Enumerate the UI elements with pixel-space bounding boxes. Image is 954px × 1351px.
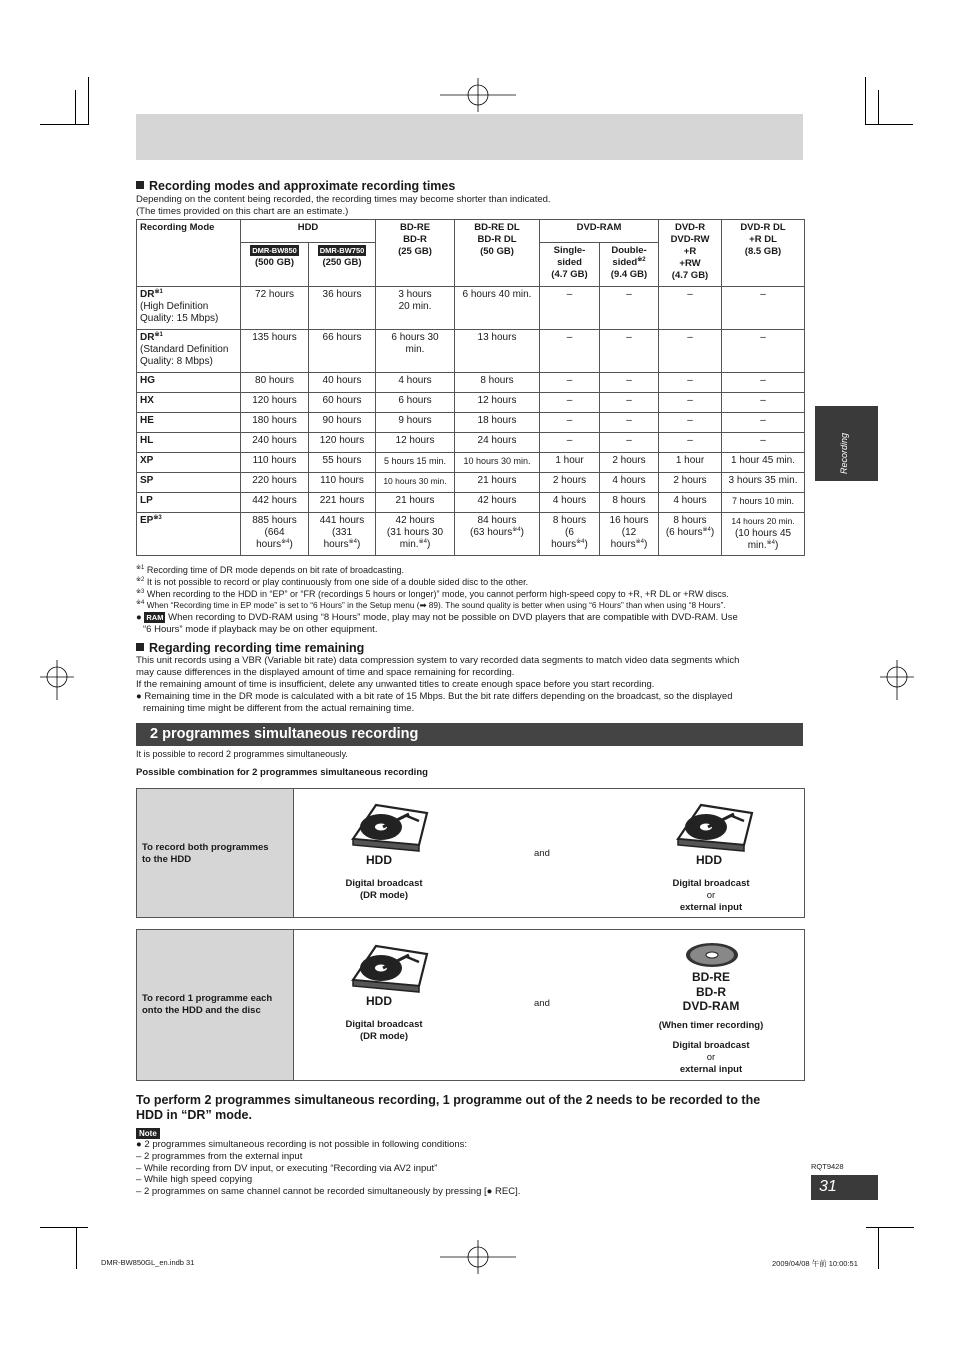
combo-subhead: Possible combination for 2 programmes simultaneous recording [136,767,428,778]
col-header-bdre: BD-RE BD-R (25 GB) [376,220,455,287]
section-heading-remaining: Regarding recording time remaining [136,641,364,655]
page-number: 31 [811,1175,878,1200]
crop-mark [865,124,913,125]
hdd-icon [343,801,429,853]
table-row: HE 180 hours 90 hours 9 hours 18 hours – – – – [137,413,805,433]
right-device-label: HDD [696,853,722,867]
dr-mode-requirement: To perform 2 programmes simultaneous recording, 1 programme out of the 2 needs to be recorded to the HDD in “DR” mode. [136,1093,761,1122]
file-info: DMR-BW850GL_en.indb 31 [101,1258,195,1267]
crop-mark [865,77,866,125]
table-row: HL 240 hours 120 hours 12 hours 24 hours – – – – [137,433,805,453]
crop-mark [40,1227,88,1228]
left-desc: Digital broadcast (DR mode) [345,878,423,901]
crop-mark [40,124,88,125]
right-desc: Digital broadcast or external input [672,1040,750,1075]
left-device-label: HDD [366,853,392,867]
table-row: EP$^{※3}$ 885 hours (664 hours$^{※4}$) 441 hours (331 hours$^{※4}$) 42 hours (31 hours 30 min.$^{※4}$) 84 hours (63 hours$^{※4}$) 8 hours (6 hours$^{※4}$) 16 hours (12 hours$^{※4}$) 8 hours (6 hours$^{※4}$) 14 hours 20 min. (10 hours 45 min.$^{※4}$) [137,513,805,556]
section-title-bar: 2 programmes simultaneous recording [136,723,803,746]
list-item: – 2 programmes on same channel cannot be recorded simultaneously by pressing [● REC]. [136,1186,521,1198]
note-list: ● 2 programmes simultaneous recording is not possible in following conditions: – 2 programmes from the external input – While recording from DV input, or executing “Recording via AV2 input” – While high speed copying – 2 programmes on same channel cannot be recorded simultaneously by pressing [● REC]. [136,1139,521,1198]
registration-mark [40,660,74,700]
remaining-text: This unit records using a VBR (Variable bit rate) data compression system to vary recorded data segments to match video data segments which may cause differences in the displayed amount of time and space remaining for recording. If the remaining amount of time is insufficient, delete any unwanted titles to create enough space before you start recording. ● Remaining time in the DR mode is calculated with a bit rate of 15 Mbps. But the bit rate differs depending on the broadcast, so the displayed remaining time might be different from the actual remaining time. [136,655,740,714]
list-item: – While recording from DV input, or executing “Recording via AV2 input” [136,1162,438,1174]
intro-text: Depending on the content being recorded, the recording times may become shorter than indicated. (The times provided on this chart are an estimate.) [136,194,551,217]
section-heading-recording-modes: Recording modes and approximate recording times [136,179,455,193]
combo-label: To record 1 programme each onto the HDD and the disc [142,993,273,1016]
col-header-dvdram: DVD-RAM [540,220,659,243]
table-row: DR$^{※1}$ (Standard Definition Quality: 8 Mbps) 135 hours 66 hours 6 hours 30 min. 13 hours – – – – [137,330,805,373]
right-desc: Digital broadcast or external input [672,878,750,913]
combo-label: To record both programmes to the HDD [142,842,269,865]
col-header-hdd: HDD [241,220,376,243]
right-device-label: BD-RE BD-R DVD-RAM [682,970,740,1013]
col-header-bw750: DMR-BW750 (250 GB) [309,243,376,287]
left-device-label: HDD [366,994,392,1008]
hdd-icon [343,942,429,994]
table-row: XP 110 hours 55 hours 5 hours 15 min. 10 hours 30 min. 1 hour 2 hours 1 hour 1 hour 45 min. [137,453,805,473]
note-tag: Note [136,1128,160,1139]
crop-mark [75,90,76,125]
col-header-single: Single- sided (4.7 GB) [540,243,600,287]
date-info: 2009/04/08 午前 10:00:51 [772,1259,858,1268]
doc-code: RQT9428 [811,1162,844,1171]
col-header-bdredl: BD-RE DL BD-R DL (50 GB) [455,220,540,287]
table-row: SP 220 hours 110 hours 10 hours 30 min. 21 hours 2 hours 4 hours 2 hours 3 hours 35 min. [137,473,805,493]
crop-mark [878,1227,879,1269]
header-band [136,114,803,160]
combo-box-hdd-hdd [136,788,805,918]
col-header-mode: Recording Mode [137,220,241,287]
hdd-icon [668,801,754,853]
recording-times-table [136,219,805,556]
col-header-dvdr: DVD-R DVD-RW +R +RW (4.7 GB) [659,220,722,287]
col-header-double: Double- sided$^{※2}$ (9.4 GB) [600,243,659,287]
crop-mark [866,1227,914,1228]
combo-box-hdd-disc [136,929,805,1081]
registration-mark [880,660,914,700]
table-row: DR$^{※1}$ (High Definition Quality: 15 Mbps) 72 hours 36 hours 3 hours 20 min. 6 hours 40 min. – – – – [137,287,805,330]
footnotes: $^{※1}$ Recording time of DR mode depends on bit rate of broadcasting. $^{※2}$ It is not possible to record or play continuously from one side of a double sided disc to the other. $^{※3}$ When recording to the HDD in “EP” or “FR (recordings 5 hours or longer)” mode, you cannot perform high-speed copy to +R, +R DL or +RW discs. $^{※4}$ When “Recording time in EP mode” is set to “6 Hours” in the Setup menu (➡ 89). The sound quality is better when using “6 Hours” than when using “8 Hours”. ● RAM When recording to DVD-RAM using “8 Hours” mode, play may not be possible on DVD players that are compatible with DVD-RAM. Use “6 Hours” mode if playback may be on other equipment. [136,565,738,635]
list-item: – 2 programmes from the external input [136,1150,303,1162]
side-tab-recording: Recording [815,406,878,481]
crop-mark [88,77,89,125]
simul-intro: It is possible to record 2 programmes simultaneously. [136,749,348,759]
col-header-bw850: DMR-BW850 (500 GB) [241,243,309,287]
timer-note: (When timer recording) [658,1020,764,1031]
table-row: HX 120 hours 60 hours 6 hours 12 hours – – – – [137,393,805,413]
table-row: HG 80 hours 40 hours 4 hours 8 hours – – – – [137,373,805,393]
crop-mark [76,1227,77,1269]
registration-mark [440,1240,516,1274]
and-text: and [534,848,550,859]
left-desc: Digital broadcast (DR mode) [345,1019,423,1042]
registration-mark [440,78,516,112]
col-header-dvdrdl: DVD-R DL +R DL (8.5 GB) [722,220,805,287]
and-text: and [534,998,550,1009]
disc-icon [684,942,740,968]
crop-mark [878,90,879,125]
table-row: LP 442 hours 221 hours 21 hours 42 hours 4 hours 8 hours 4 hours 7 hours 10 min. [137,493,805,513]
list-item: – While high speed copying [136,1174,253,1186]
